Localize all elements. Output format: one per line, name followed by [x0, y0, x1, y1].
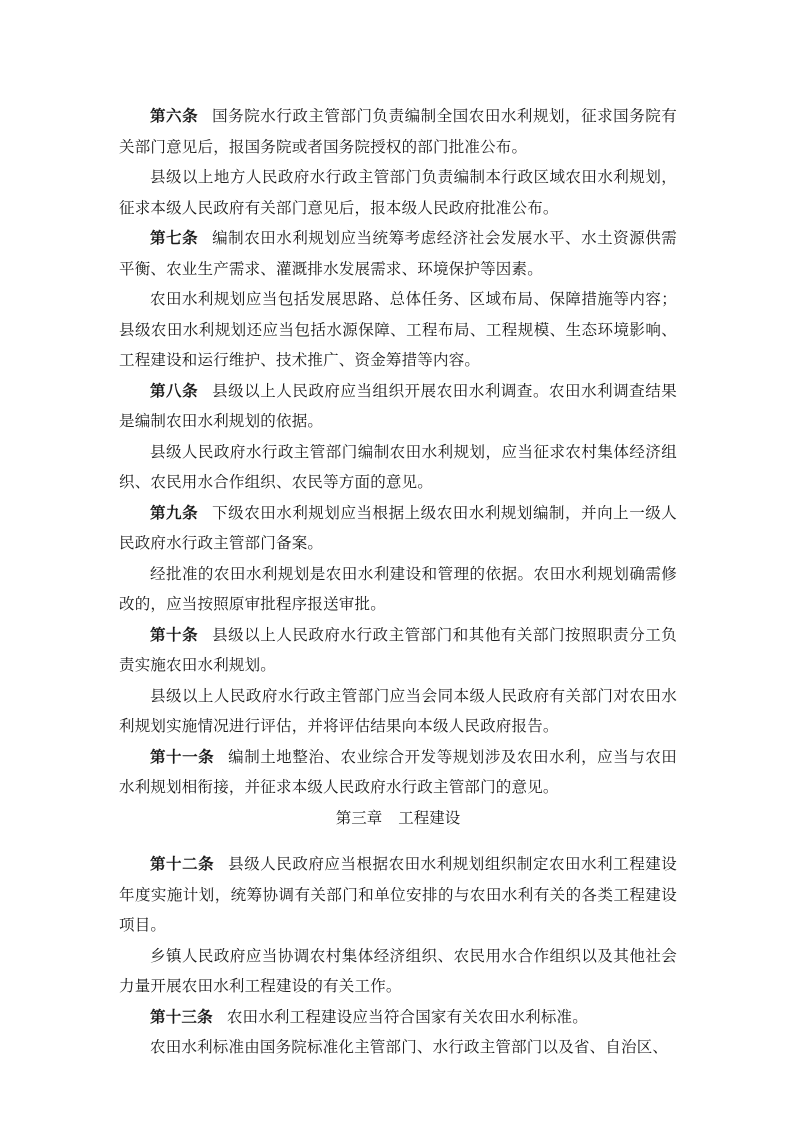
paragraph-text: 县级人民政府水行政主管部门编制农田水利规划，应当征求农村集体经济组织、农民用水合作组织、农民等方面的意见。: [119, 442, 677, 491]
paragraphs-after-chapter: [119, 849, 677, 1063]
article-paragraph: [119, 376, 677, 437]
paragraph: [119, 437, 677, 498]
article-number: 第十二条: [150, 855, 215, 873]
paragraph: [119, 162, 677, 223]
article-paragraph: [119, 849, 677, 941]
paragraph-text: 国务院水行政主管部门负责编制全国农田水利规划，征求国务院有关部门意见后，报国务院或者国务院授权的部门批准公布。: [119, 107, 677, 156]
chapter-heading: [119, 803, 677, 834]
paragraph: [119, 1032, 677, 1063]
document-page: [119, 101, 677, 1063]
paragraph-text: 经批准的农田水利规划是农田水利建设和管理的依据。农田水利规划确需修改的，应当按照原审批程序报送审批。: [119, 564, 677, 613]
article-paragraph: [119, 498, 677, 559]
paragraph: [119, 559, 677, 620]
article-number: 第十一条: [150, 747, 215, 766]
paragraph-text: 农田水利规划应当包括发展思路、总体任务、区域布局、保障措施等内容；县级农田水利规划还应当包括水源保障、工程布局、工程规模、生态环境影响、工程建设和运行维护、技术推广、资金筹措等内容。: [119, 290, 677, 369]
article-paragraph: [119, 620, 677, 681]
article-number: 第八条: [150, 381, 199, 400]
article-number: 第九条: [150, 503, 199, 522]
chapter-number: 第三章: [335, 808, 383, 827]
article-paragraph: [119, 101, 677, 162]
paragraph-text: 县级人民政府应当根据农田水利规划组织制定农田水利工程建设年度实施计划，统筹协调有关部门和单位安排的与农田水利有关的各类工程建设项目。: [119, 855, 677, 934]
article-number: 第十三条: [150, 1007, 213, 1026]
chapter-title: 工程建设: [398, 808, 461, 827]
article-paragraph: [119, 223, 677, 284]
paragraph-text: 乡镇人民政府应当协调农村集体经济组织、农民用水合作组织以及其他社会力量开展农田水利工程建设的有关工作。: [119, 946, 677, 995]
paragraph-text: 农田水利标准由国务院标准化主管部门、水行政主管部门以及省、自治区、: [150, 1038, 669, 1056]
paragraph-text: 下级农田水利规划应当根据上级农田水利规划编制，并向上一级人民政府水行政主管部门备案。: [119, 503, 677, 552]
paragraph-text: 编制土地整治、农业综合开发等规划涉及农田水利，应当与农田水利规划相衔接，并征求本级人民政府水行政主管部门的意见。: [119, 747, 677, 796]
article-number: 第六条: [150, 107, 199, 125]
paragraph-text: 县级以上人民政府水行政主管部门和其他有关部门按照职责分工负责实施农田水利规划。: [119, 625, 677, 674]
paragraph-text: 县级以上地方人民政府水行政主管部门负责编制本行政区域农田水利规划，征求本级人民政府有关部门意见后，报本级人民政府批准公布。: [119, 168, 677, 217]
paragraph-text: 农田水利工程建设应当符合国家有关农田水利标准。: [226, 1007, 588, 1026]
article-number: 第七条: [150, 229, 199, 247]
paragraphs-before-chapter: [119, 101, 677, 803]
paragraph: [119, 941, 677, 1002]
paragraph-text: 县级以上人民政府应当组织开展农田水利调查。农田水利调查结果是编制农田水利规划的依据。: [119, 381, 677, 430]
paragraph-text: 县级以上人民政府水行政主管部门应当会同本级人民政府有关部门对农田水利规划实施情况进行评估，并将评估结果向本级人民政府报告。: [119, 686, 677, 735]
article-paragraph: [119, 742, 677, 803]
paragraph: [119, 681, 677, 742]
article-number: 第十条: [150, 625, 199, 644]
paragraph-text: 编制农田水利规划应当统筹考虑经济社会发展水平、水土资源供需平衡、农业生产需求、灌溉排水发展需求、环境保护等因素。: [119, 229, 677, 278]
article-paragraph: [119, 1002, 677, 1033]
paragraph: [119, 284, 677, 376]
